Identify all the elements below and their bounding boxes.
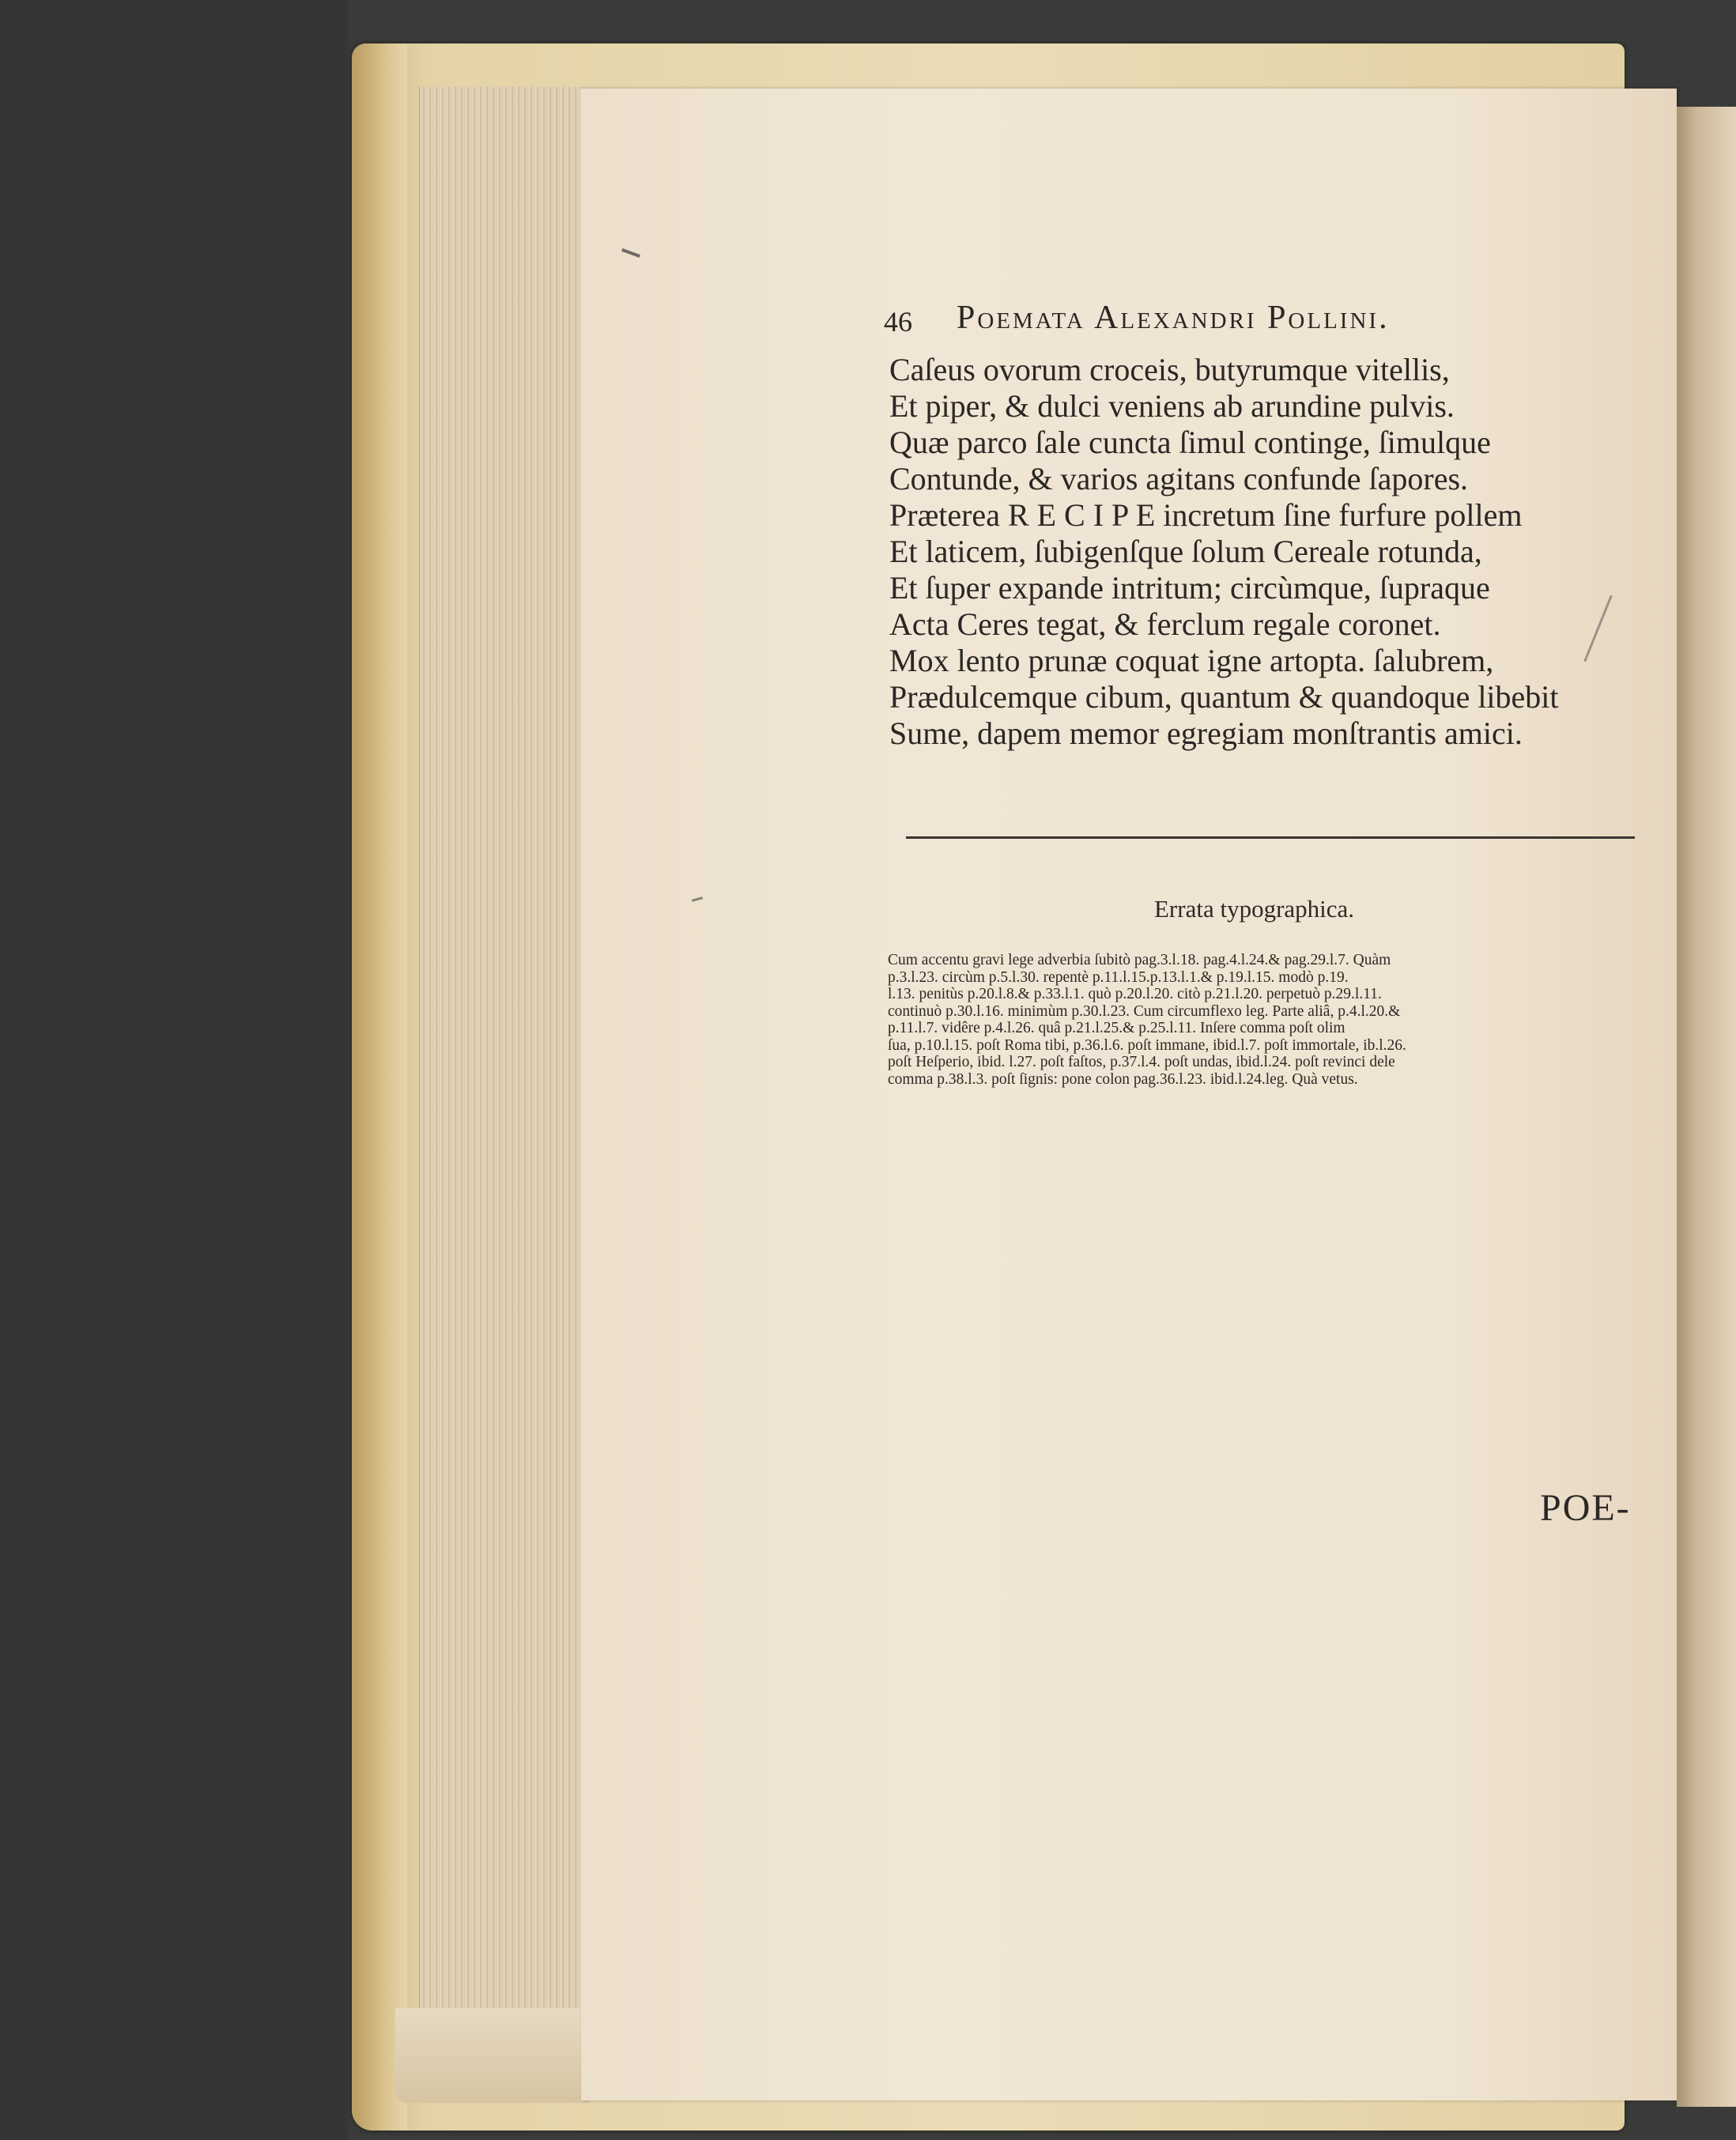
verse-line: Quæ parco ſale cuncta ſimul continge, ſimulque: [889, 425, 1491, 460]
running-head: Poemata Alexandri Pollini.: [957, 300, 1390, 336]
verse-line: Et ſuper expande intritum; circùmque, ſupraque: [889, 570, 1490, 606]
verse-block: [889, 352, 1648, 752]
errata-line: ſua, p.10.l.15. poſt Roma tibi, p.36.l.6. poſt immane, ibid.l.7. poſt immortale, ib.l.26.: [888, 1036, 1406, 1054]
next-page-gutter: [1677, 107, 1736, 2107]
errata-block: [888, 952, 1659, 1088]
verse-line: Caſeus ovorum croceis, butyrumque vitellis,: [889, 352, 1450, 387]
verse-line: Acta Ceres tegat, & ferclum regale coronet.: [889, 606, 1441, 642]
verse-line: Et piper, & dulci veniens ab arundine pulvis.: [889, 388, 1455, 424]
scan-backdrop: [0, 0, 348, 2140]
errata-title: Errata typographica.: [1154, 895, 1355, 923]
page-block-edges: [419, 87, 586, 2099]
errata-line: comma p.38.l.3. poſt ſignis: pone colon pag.36.l.23. ibid.l.24.leg. Quà vetus.: [888, 1070, 1358, 1088]
verse-line: Mox lento prunæ coquat igne artopta. ſalubrem,: [889, 643, 1494, 678]
horizontal-rule: [906, 836, 1635, 839]
errata-line: p.11.l.7. vidêre p.4.l.26. quâ p.21.l.25.& p.25.l.11. Inſere comma poſt olim: [888, 1020, 1345, 1036]
verse-line: Præterea R E C I P E incretum ſine furfure pollem: [889, 497, 1523, 533]
errata-line: continuò p.30.l.16. minimùm p.30.l.23. Cum circumflexo leg. Parte aliâ, p.4.l.20.&: [888, 1002, 1401, 1020]
errata-line: p.3.l.23. circùm p.5.l.30. repentè p.11.l.15.p.13.l.1.& p.19.l.15. modò p.19.: [888, 968, 1349, 986]
catchword: POE-: [1540, 1487, 1631, 1529]
verse-line: Prædulcemque cibum, quantum & quandoque libebit: [889, 679, 1559, 715]
errata-line: poſt Heſperio, ibid. l.27. poſt faſtos, p.37.l.4. poſt undas, ibid.l.24. poſt revinci dele: [888, 1054, 1395, 1070]
verse-line: Contunde, & varios agitans confunde ſapores.: [889, 461, 1469, 496]
verse-line: Et laticem, ſubigenſque ſolum Cereale rotunda,: [889, 534, 1482, 569]
errata-line: Cum accentu gravi lege adverbia ſubitò pag.3.l.18. pag.4.l.24.& pag.29.l.7. Quàm: [888, 952, 1391, 968]
page-number: 46: [884, 306, 912, 338]
page-block-lower: [395, 2008, 589, 2103]
errata-line: l.13. penitùs p.20.l.8.& p.33.l.1. quò p.20.l.20. citò p.21.l.20. perpetuò p.29.l.11.: [888, 986, 1382, 1002]
page-header: [884, 299, 1659, 354]
verse-line: Sume, dapem memor egregiam monſtrantis amici.: [889, 715, 1523, 751]
cover-spine: [352, 43, 407, 2131]
